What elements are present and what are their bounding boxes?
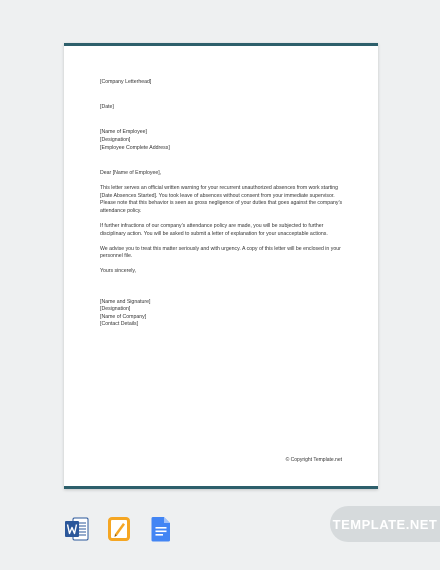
letter-body xyxy=(100,79,348,337)
sender-block xyxy=(100,299,348,329)
badge-label: TEMPLATE.NET xyxy=(332,516,438,532)
recipient-designation: [Designation] xyxy=(100,136,131,143)
recipient-block xyxy=(100,129,348,152)
paragraph-2: If further infractions of our company’s attendance policy are made, you will be subjected to further disciplinary action. You will be asked to submit a letter of explanation for your unacceptable actions. xyxy=(100,222,328,237)
paragraph-3: We advise you to treat this matter seriously and with urgency. A copy of this letter will be enclosed in your personnel file. xyxy=(100,245,341,260)
google-docs-icon[interactable] xyxy=(149,516,173,542)
copyright-notice: © Copyright Template.net xyxy=(285,457,342,463)
paragraph-1: This letter serves an official written warning for your recurrent unauthorized absences from work starting [Date Absences Started]. You took leave of absences without consent from your immediate supervisor. Please note that this behavior is seen as gross negligence of your duties that goes against the company’s attendance policy. xyxy=(100,184,343,214)
template-net-badge[interactable] xyxy=(330,506,440,542)
word-icon[interactable] xyxy=(65,516,89,542)
app-icons xyxy=(65,516,173,542)
closing: Yours sincerely, xyxy=(100,268,137,275)
company-letterhead: [Company Letterhead] xyxy=(100,79,152,85)
recipient-address: [Employee Complete Address] xyxy=(100,144,170,151)
sender-contact: [Contact Details] xyxy=(100,321,139,328)
sender-designation: [Designation] xyxy=(100,306,131,313)
top-accent-bar xyxy=(64,43,378,46)
sender-company: [Name of Company] xyxy=(100,313,147,320)
letter-date: [Date] xyxy=(100,104,114,111)
pages-icon[interactable] xyxy=(107,516,131,542)
bottom-accent-bar xyxy=(64,486,378,489)
letter-document xyxy=(64,43,378,489)
recipient-name: [Name of Employee] xyxy=(100,129,147,136)
sender-name-signature: [Name and Signature] xyxy=(100,298,151,305)
salutation: Dear [Name of Employee], xyxy=(100,169,162,176)
